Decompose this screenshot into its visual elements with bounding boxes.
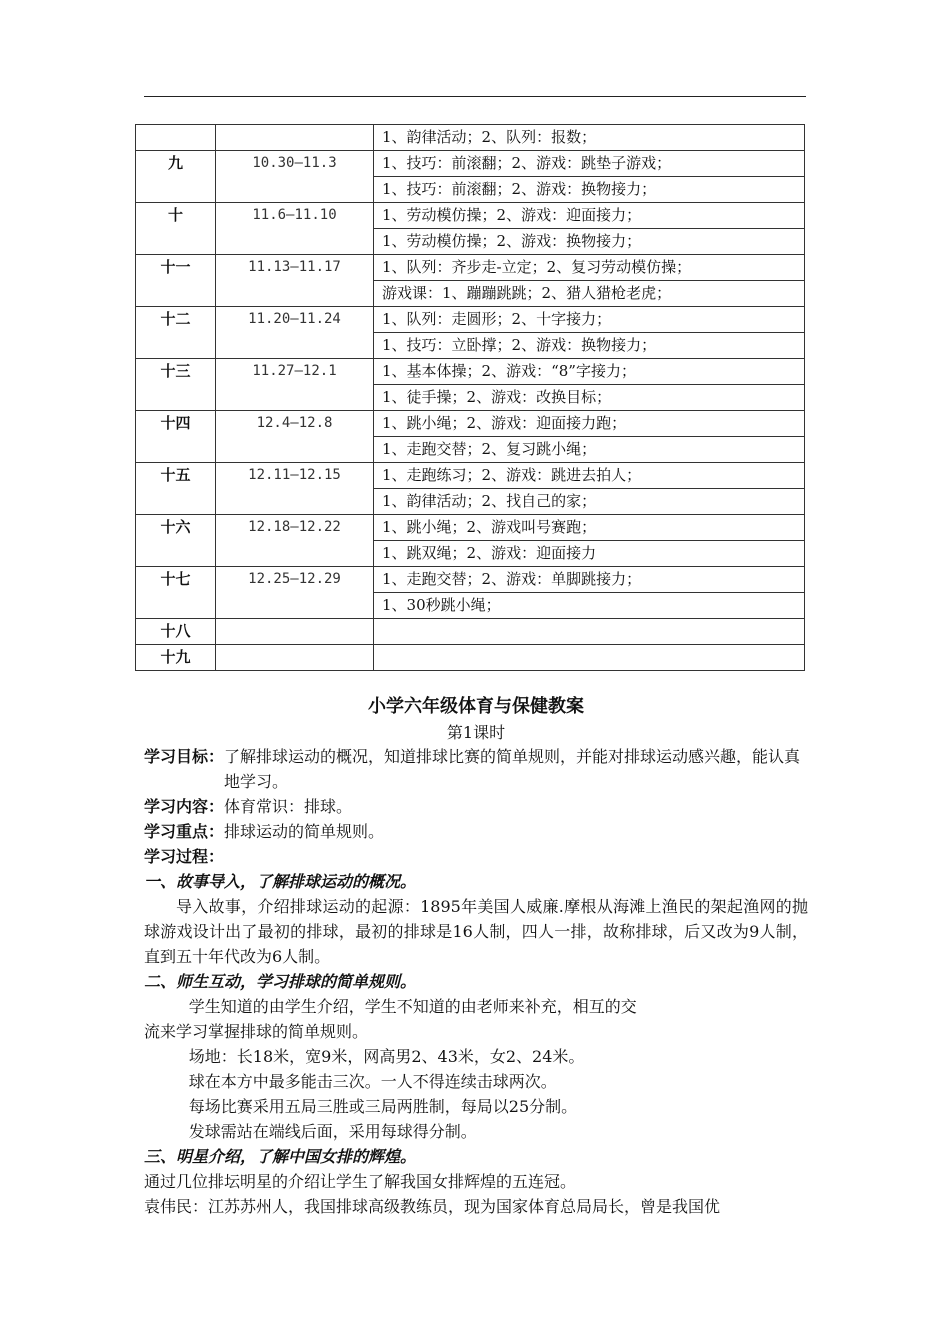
section-3-paragraph-2: 袁伟民：江苏苏州人，我国排球高级教练员，现为国家体育总局局长，曾是我国优 [144, 1197, 721, 1216]
activity-cell: 游戏课：1、蹦蹦跳跳；2、猎人猎枪老虎； [374, 281, 805, 307]
activity-cell: 1、队列：走圆形；2、十字接力； [374, 307, 805, 333]
activity-cell: 1、走跑交替；2、游戏：单脚跳接力； [374, 567, 805, 593]
activity-cell: 1、走跑交替；2、复习跳小绳； [374, 437, 805, 463]
date-cell: 12.18—12.22 [216, 515, 374, 567]
date-cell: 11.6—11.10 [216, 203, 374, 255]
section-1-heading: 一、故事导入，了解排球运动的概况。 [144, 872, 417, 891]
date-cell [216, 125, 374, 151]
activity-cell: 1、跳小绳；2、游戏叫号赛跑； [374, 515, 805, 541]
activity-cell: 1、基本体操；2、游戏：“8”字接力； [374, 359, 805, 385]
activity-cell [374, 619, 805, 645]
table-row [136, 411, 805, 437]
activity-cell: 1、徒手操；2、游戏：改换目标； [374, 385, 805, 411]
lesson-title: 小学六年级体育与保健教案 [368, 696, 584, 717]
date-cell: 10.30—11.3 [216, 151, 374, 203]
activity-cell: 1、30秒跳小绳； [374, 593, 805, 619]
table-row [136, 463, 805, 489]
rule-item: 发球需站在端线后面，采用每球得分制。 [188, 1122, 477, 1141]
activity-cell: 1、技巧：立卧撑；2、游戏：换物接力； [374, 333, 805, 359]
section-3-heading: 三、明星介绍，了解中国女排的辉煌。 [144, 1147, 417, 1166]
activity-cell: 1、劳动模仿操；2、游戏：迎面接力； [374, 203, 805, 229]
process-label: 学习过程： [144, 847, 225, 866]
section-2-paragraph-a: 学生知道的由学生介绍，学生不知道的由老师来补充，相互的交 [188, 997, 637, 1016]
week-cell: 十七 [136, 567, 216, 619]
lesson-subtitle: 第1课时 [446, 723, 506, 742]
activity-cell: 1、走跑练习；2、游戏：跳进去拍人； [374, 463, 805, 489]
table-row [136, 359, 805, 385]
week-cell: 十二 [136, 307, 216, 359]
rule-item: 球在本方中最多能击三次。一人不得连续击球两次。 [188, 1072, 557, 1091]
content-label: 学习内容： [144, 797, 225, 816]
section-2-paragraph-b: 流来学习掌握排球的简单规则。 [144, 1022, 369, 1041]
section-3-paragraph: 通过几位排坛明星的介绍让学生了解我国女排辉煌的五连冠。 [144, 1172, 577, 1191]
activity-cell: 1、技巧：前滚翻；2、游戏：换物接力； [374, 177, 805, 203]
activity-cell: 1、跳双绳；2、游戏：迎面接力 [374, 541, 805, 567]
schedule-table [135, 124, 805, 671]
activity-cell [374, 645, 805, 671]
date-cell: 12.4—12.8 [216, 411, 374, 463]
table-row [136, 255, 805, 281]
date-cell: 12.25—12.29 [216, 567, 374, 619]
table-row [136, 619, 805, 645]
table-row [136, 515, 805, 541]
date-cell: 12.11—12.15 [216, 463, 374, 515]
table-row [136, 307, 805, 333]
section-1-paragraph: 导入故事，介绍排球运动的起源：1895年美国人威廉.摩根从海滩上渔民的架起渔网的抛球游戏设计出了最初的排球，最初的排球是16人制，四人一排，故称排球，后又改为9人制，直到五十年代改为6人制。 [144, 897, 808, 966]
activity-cell: 1、跳小绳；2、游戏：迎面接力跑； [374, 411, 805, 437]
table-row [136, 151, 805, 177]
week-cell: 十五 [136, 463, 216, 515]
activity-cell: 1、韵律活动；2、队列：报数； [374, 125, 805, 151]
week-cell: 十四 [136, 411, 216, 463]
date-cell [216, 619, 374, 645]
week-cell: 十六 [136, 515, 216, 567]
week-cell: 十八 [136, 619, 216, 645]
focus-field [144, 819, 808, 844]
table-row [136, 203, 805, 229]
focus-label: 学习重点： [144, 822, 225, 841]
week-cell: 十一 [136, 255, 216, 307]
goal-field [144, 744, 808, 794]
activity-cell: 1、队列：齐步走-立定；2、复习劳动模仿操； [374, 255, 805, 281]
content-field [144, 794, 808, 819]
date-cell: 11.27—12.1 [216, 359, 374, 411]
focus-text: 排球运动的简单规则。 [224, 822, 385, 841]
week-cell: 九 [136, 151, 216, 203]
activity-cell: 1、韵律活动；2、找自己的家； [374, 489, 805, 515]
rule-item: 每场比赛采用五局三胜或三局两胜制，每局以25分制。 [188, 1097, 578, 1116]
table-row [136, 645, 805, 671]
date-cell [216, 645, 374, 671]
lesson-plan [144, 692, 808, 1219]
table-row [136, 125, 805, 151]
content-text: 体育常识：排球。 [224, 797, 353, 816]
header-rule [144, 96, 806, 97]
activity-cell: 1、劳动模仿操；2、游戏：换物接力； [374, 229, 805, 255]
activity-cell: 1、技巧：前滚翻；2、游戏：跳垫子游戏； [374, 151, 805, 177]
goal-text: 了解排球运动的概况，知道排球比赛的简单规则，并能对排球运动感兴趣，能认真地学习。 [224, 747, 801, 791]
week-cell: 十三 [136, 359, 216, 411]
goal-label: 学习目标： [144, 747, 225, 766]
week-cell [136, 125, 216, 151]
rule-item: 场地：长18米，宽9米，网高男2、43米，女2、24米。 [188, 1047, 585, 1066]
section-2-heading: 二、师生互动，学习排球的简单规则。 [144, 972, 417, 991]
date-cell: 11.20—11.24 [216, 307, 374, 359]
table-row [136, 567, 805, 593]
date-cell: 11.13—11.17 [216, 255, 374, 307]
week-cell: 十 [136, 203, 216, 255]
week-cell: 十九 [136, 645, 216, 671]
